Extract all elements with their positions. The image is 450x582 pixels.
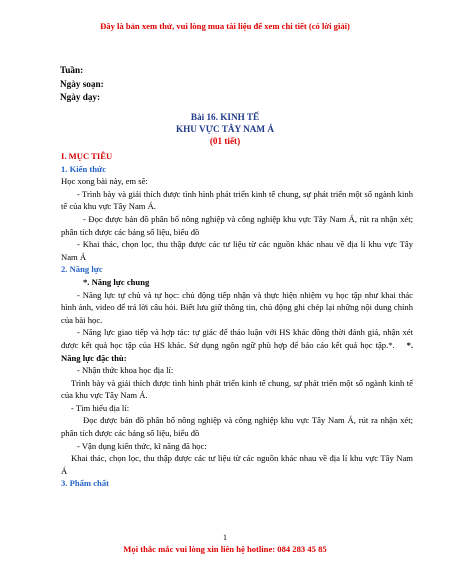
special-competency-2-text: Đọc được bản đồ phân bố nông nghiệp và công nghiệp khu vực Tây Nam Á, rút ra nhận xét; phân tích được các bảng số liệu, biểu đồ <box>61 415 413 439</box>
general-competency-heading: *. Năng lực chung <box>83 276 150 287</box>
knowledge-item-1: - Trình bày và giải thích được tình hình phát triển kinh tế chung, sự phát triển một số ngành kinh tế của khu vực Tây Nam Á. <box>61 188 413 212</box>
special-competency-3-label: - Vận dụng kiến thức, kĩ năng đã học: <box>77 440 207 451</box>
special-competency-1-label: - Nhận thức khoa học địa lí: <box>77 365 174 376</box>
lesson-meta <box>60 64 104 105</box>
general-competency-2 <box>61 326 413 364</box>
special-competency-3-text: Khai thác, chọn lọc, thu thập được các tư liệu từ các nguồn khác nhau về địa lí khu vực Tây Nam Á <box>61 453 413 476</box>
subheading-qualities: 3. Phẩm chất <box>61 478 109 489</box>
prep-date-label: Ngày soạn: <box>60 78 104 89</box>
subheading-knowledge: 1. Kiến thức <box>61 163 107 174</box>
intro-text: Học xong bài này, em sẽ: <box>61 176 148 187</box>
knowledge-item-2: - Đọc được bản đồ phân bố nông nghiệp và công nghiệp khu vực Tây Nam Á, rút ra nhận xét; phân tích được các bảng số liệu, biểu đồ <box>61 213 413 237</box>
general-competency-2-text: - Năng lực giao tiếp và hợp tác: tự giác để thảo luận với HS khác đồng thời đánh giá, nhận xét được kết quả học tập của HS khác. Sử dụng ngôn ngữ phù hợp để báo cáo kết quả học tập.*. <box>61 327 413 350</box>
special-competency-heading: *. Năng lực đặc thù: <box>61 339 414 363</box>
general-competency-1: - Năng lực tự chủ và tự học: chủ động tiếp nhận và thực hiện nhiệm vụ học tập như khai thác hình ảnh, video để trả lời câu hỏi. Biết lưu giữ thông tin, chủ động ghi chép lại những nội dung chính của bài học. <box>61 289 413 325</box>
lesson-region: KHU VỰC TÂY NAM Á <box>176 124 274 134</box>
teach-date-label: Ngày dạy: <box>60 92 101 102</box>
special-competency-2-label: - Tìm hiểu địa lí: <box>71 402 130 413</box>
section-heading-objectives: I. MỤC TIÊU <box>61 151 113 161</box>
preview-banner: Đây là bản xem thử, vui lòng mua tài liệu để xem chi tiết (có lời giải) <box>100 21 350 31</box>
subheading-competency: 2. Năng lực <box>61 264 103 275</box>
week-label: Tuần: <box>60 65 84 75</box>
knowledge-item-3: - Khai thác, chọn lọc, thu thập được các tư liệu từ các nguồn khác nhau về địa lí khu vực Tây Nam Á <box>61 239 413 262</box>
document-body <box>61 150 413 490</box>
hotline-banner: Mọi thắc mắc vui lòng xin liên hệ hotline: 084 283 45 85 <box>123 544 327 554</box>
special-competency-1-text: Trình bày và giải thích được tình hình phát triển kinh tế chung, sự phát triển một số ngành kinh tế của khu vực Tây Nam Á. <box>61 377 413 401</box>
page-number: 1 <box>223 533 227 542</box>
lesson-duration: (01 tiết) <box>209 136 241 146</box>
lesson-name: Bài 16. KINH TẾ <box>190 112 260 122</box>
lesson-title <box>0 111 450 147</box>
